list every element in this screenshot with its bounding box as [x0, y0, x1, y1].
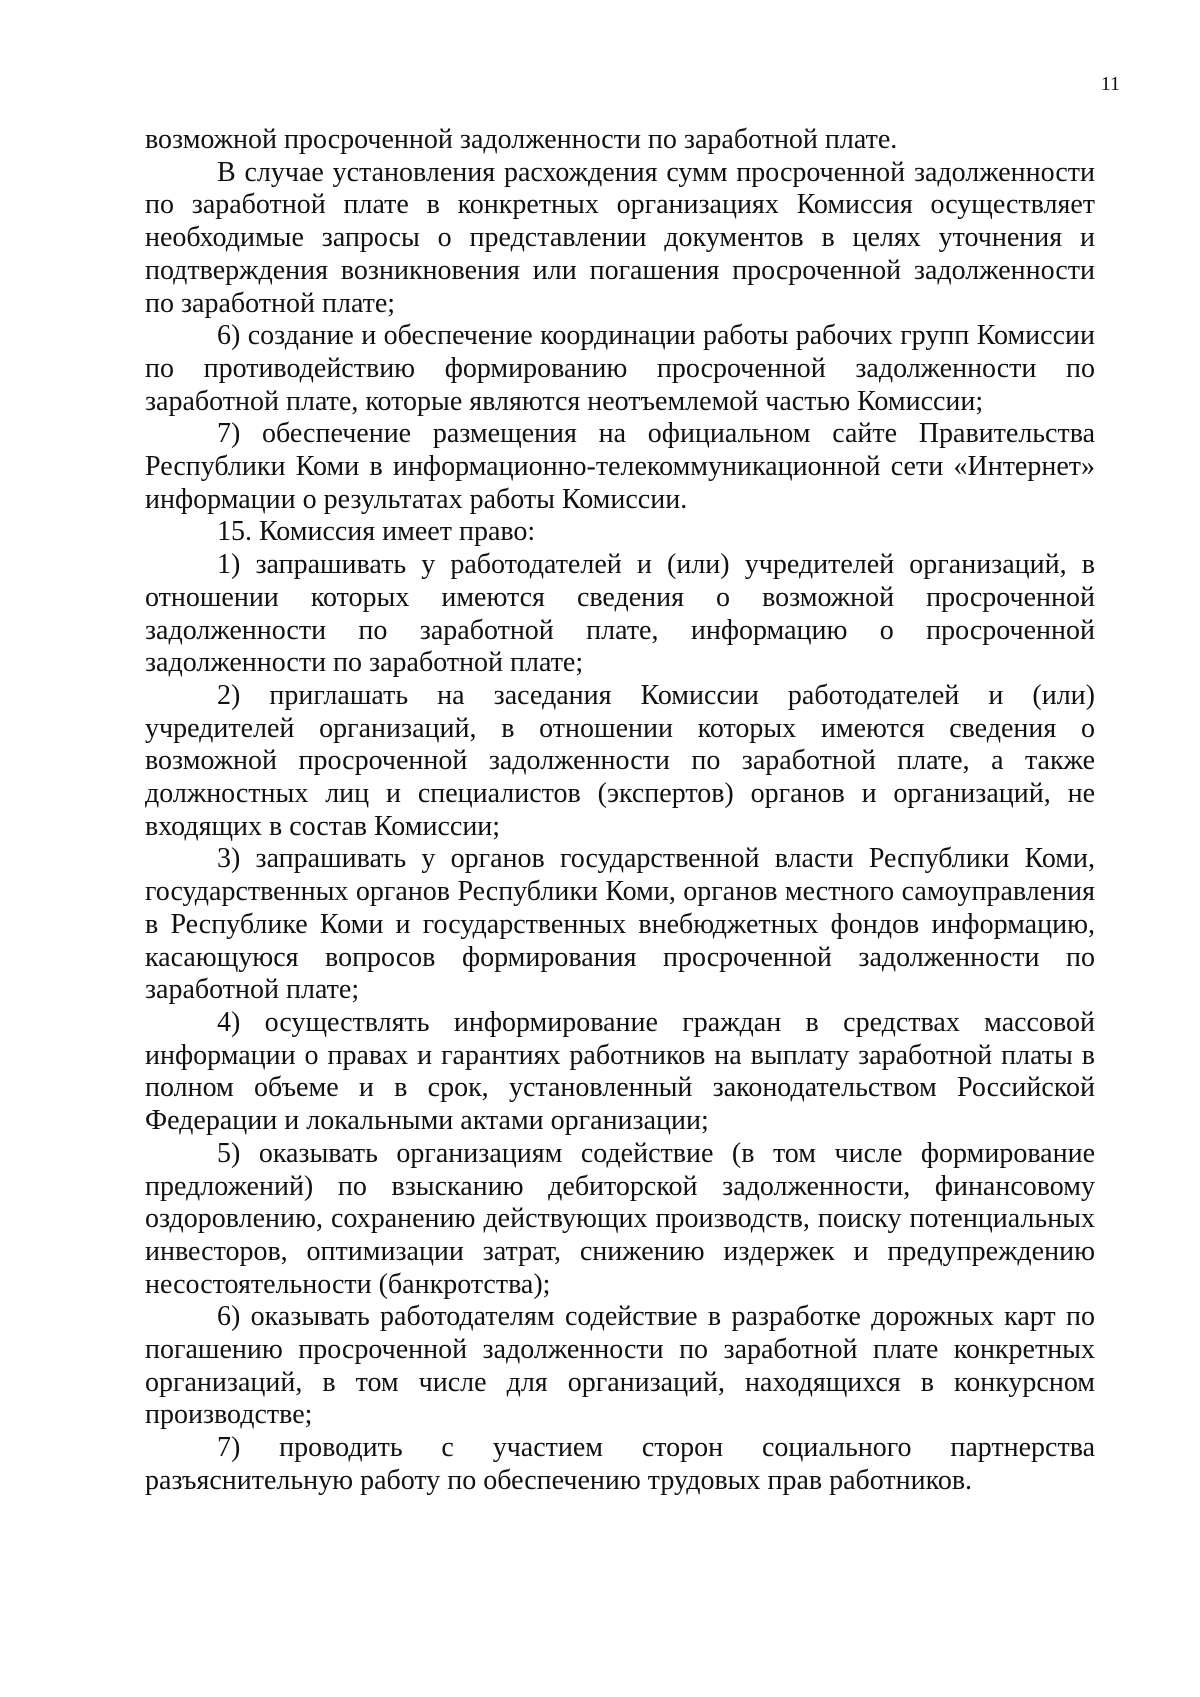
paragraph-item-6-working-groups: 6) создание и обеспечение координации работы рабочих групп Комиссии по противодействию формированию просроченной задолженности по заработной плате, которые являются неотъемлемой частью Комиссии; — [145, 320, 1095, 417]
paragraph-right-7: 7) проводить с участием сторон социального партнерства разъяснительную работу по обеспечению трудовых прав работников. — [145, 1432, 1095, 1496]
paragraph-right-5: 5) оказывать организациям содействие (в том числе формирование предложений) по взысканию дебиторской задолженности, финансовому оздоровлению, сохранению действующих производств, поиску потенциальных инвесторов, оптимизации затрат, снижению издержек и предупреждению несостоятельности (банкротства); — [145, 1137, 1095, 1300]
page-number: 11 — [1100, 73, 1120, 95]
paragraph-discrepancy: В случае установления расхождения сумм просроченной задолженности по заработной плате в конкретных организациях Комиссия осуществляет необходимые запросы о представлении документов в целях уточнения и подтверждения возникновения или погашения просроченной задолженности по заработной плате; — [145, 156, 1095, 319]
paragraph-section-15: 15. Комиссия имеет право: — [217, 516, 536, 548]
paragraph-right-3: 3) запрашивать у органов государственной власти Республики Коми, государственных органов Республики Коми, органов местного самоуправления в Республике Коми и государственных внебюджетных фондов информацию, касающуюся вопросов формирования просроченной задолженности по заработной плате; — [145, 843, 1095, 1006]
paragraph-continuation: возможной просроченной задолженности по заработной плате. — [145, 124, 898, 155]
paragraph-right-1: 1) запрашивать у работодателей и (или) учредителей организаций, в отношении которых имеются сведения о возможной просроченной задолженности по заработной плате, информацию о просроченной задолженности по заработной плате; — [145, 549, 1095, 679]
document-body — [145, 124, 1095, 1498]
paragraph-right-2: 2) приглашать на заседания Комиссии работодателей и (или) учредителей организаций, в отношении которых имеются сведения о возможной просроченной задолженности по заработной плате, а также должностных лиц и специалистов (экспертов) органов и организаций, не входящих в состав Комиссии; — [145, 679, 1095, 842]
paragraph-right-6: 6) оказывать работодателям содействие в разработке дорожных карт по погашению просроченной задолженности по заработной плате конкретных организаций, в том числе для организаций, находящихся в конкурсном производстве; — [145, 1301, 1095, 1431]
paragraph-item-7-website: 7) обеспечение размещения на официальном сайте Правительства Республики Коми в информационно-телекоммуникационной сети «Интернет» информации о результатах работы Комиссии. — [145, 418, 1095, 515]
paragraph-right-4: 4) осуществлять информирование граждан в средствах массовой информации о правах и гарантиях работников на выплату заработной платы в полном объеме и в срок, установленный законодательством Российской Федерации и локальными актами организации; — [145, 1006, 1095, 1137]
